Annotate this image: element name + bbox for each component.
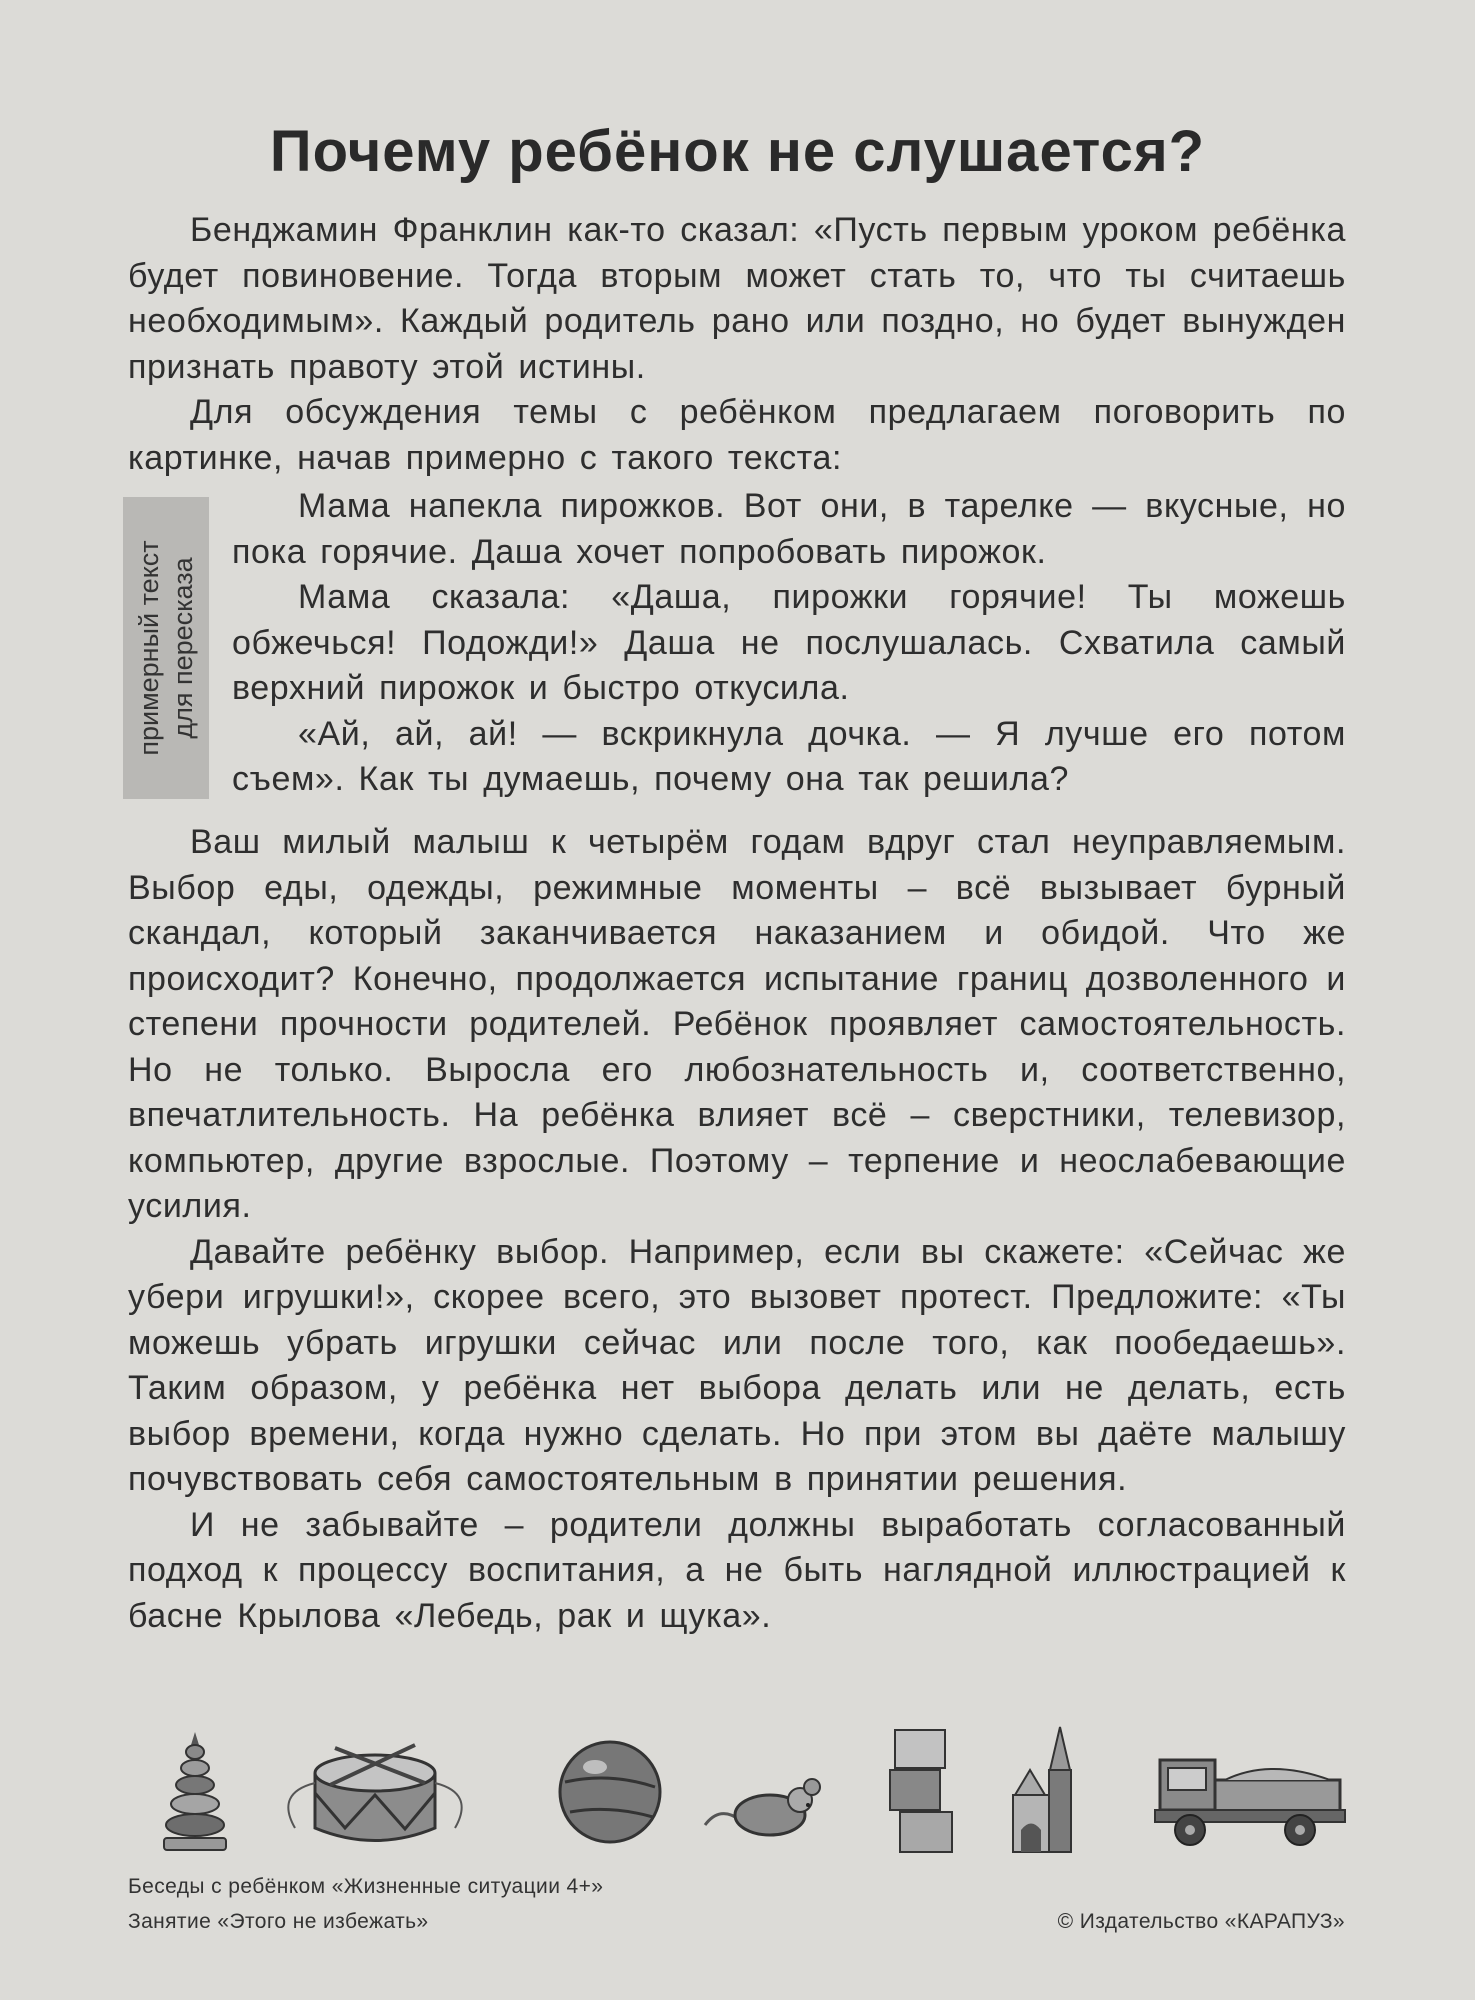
mouse-icon — [700, 1765, 830, 1845]
story-text — [232, 484, 1346, 803]
tower-icon — [1005, 1725, 1095, 1855]
footer-series: Беседы с ребёнком «Жизненные ситуации 4+» — [128, 1875, 604, 1898]
intro-paragraph-2: Для обсуждения темы с ребёнком предлагаем поговорить по картинке, начав примерно с такого текста: — [128, 393, 1346, 477]
main-paragraph-2: Давайте ребёнку выбор. Например, если вы скажете: «Сейчас же убери игрушки!», скорее всего, это вызовет протест. Предложите: «Ты можешь убрать игрушки сейчас или после того, как пообедаешь». Таким образом, у ребёнка нет выбора делать или не делать, есть выбор времени, когда нужно сделать. Но при этом вы даёте малышу почувствовать себя самостоятельным в принятии решения. — [128, 1232, 1346, 1498]
side-label-line-2: для пересказа — [168, 557, 198, 739]
story-paragraph-2: Мама сказала: «Даша, пирожки горячие! Ты можешь обжечься! Подожди!» Даша не послушалась. Схватила самый верхний пирожок и быстро откусила. — [232, 578, 1346, 707]
pyramid-icon — [160, 1730, 230, 1855]
footer-publisher: © Издательство «КАРАПУЗ» — [1057, 1910, 1345, 1933]
side-label-line-1: примерный текст — [134, 540, 164, 756]
blocks-icon — [885, 1725, 965, 1855]
main-text — [128, 820, 1346, 1639]
story-paragraph-1: Мама напекла пирожков. Вот они, в тарелке — вкусные, но пока горячие. Даша хочет попробовать пирожок. — [232, 487, 1346, 571]
truck-icon — [1150, 1750, 1350, 1850]
story-paragraph-3: «Ай, ай, ай! — вскрикнула дочка. — Я лучше его потом съем». Как ты думаешь, почему она так решила? — [232, 714, 1346, 798]
retelling-side-label — [123, 497, 209, 799]
intro-paragraph-1: Бенджамин Франклин как-то сказал: «Пусть первым уроком ребёнка будет повиновение. Тогда вторым может стать то, что ты считаешь необходимым». Каждый родитель рано или поздно, но будет вынужден признать правоту этой истины. — [128, 211, 1346, 386]
footer-lesson: Занятие «Этого не избежать» — [128, 1910, 429, 1933]
page-title: Почему ребёнок не слушается? — [269, 119, 1206, 184]
drum-icon — [275, 1733, 475, 1853]
main-paragraph-1: Ваш милый малыш к четырём годам вдруг стал неуправляемым. Выбор еды, одежды, режимные моменты – всё вызывает бурный скандал, который заканчивается наказанием и обидой. Что же происходит? Конечно, продолжается испытание границ дозволенного и степени прочности родителей. Ребёнок проявляет самостоятельность. Но не только. Выросла его любознательность и, соответственно, впечатлительность. На ребёнка влияет всё – сверстники, телевизор, компьютер, другие взрослые. Поэтому – терпение и неослабевающие усилия. — [128, 823, 1346, 1225]
ball-icon — [555, 1737, 665, 1847]
intro-text — [128, 208, 1346, 481]
main-paragraph-3: И не забывайте – родители должны выработать согласованный подход к процессу воспитания, а не быть наглядной иллюстрацией к басне Крылова «Лебедь, рак и щука». — [128, 1505, 1346, 1635]
toys-illustration-row — [140, 1725, 1350, 1855]
